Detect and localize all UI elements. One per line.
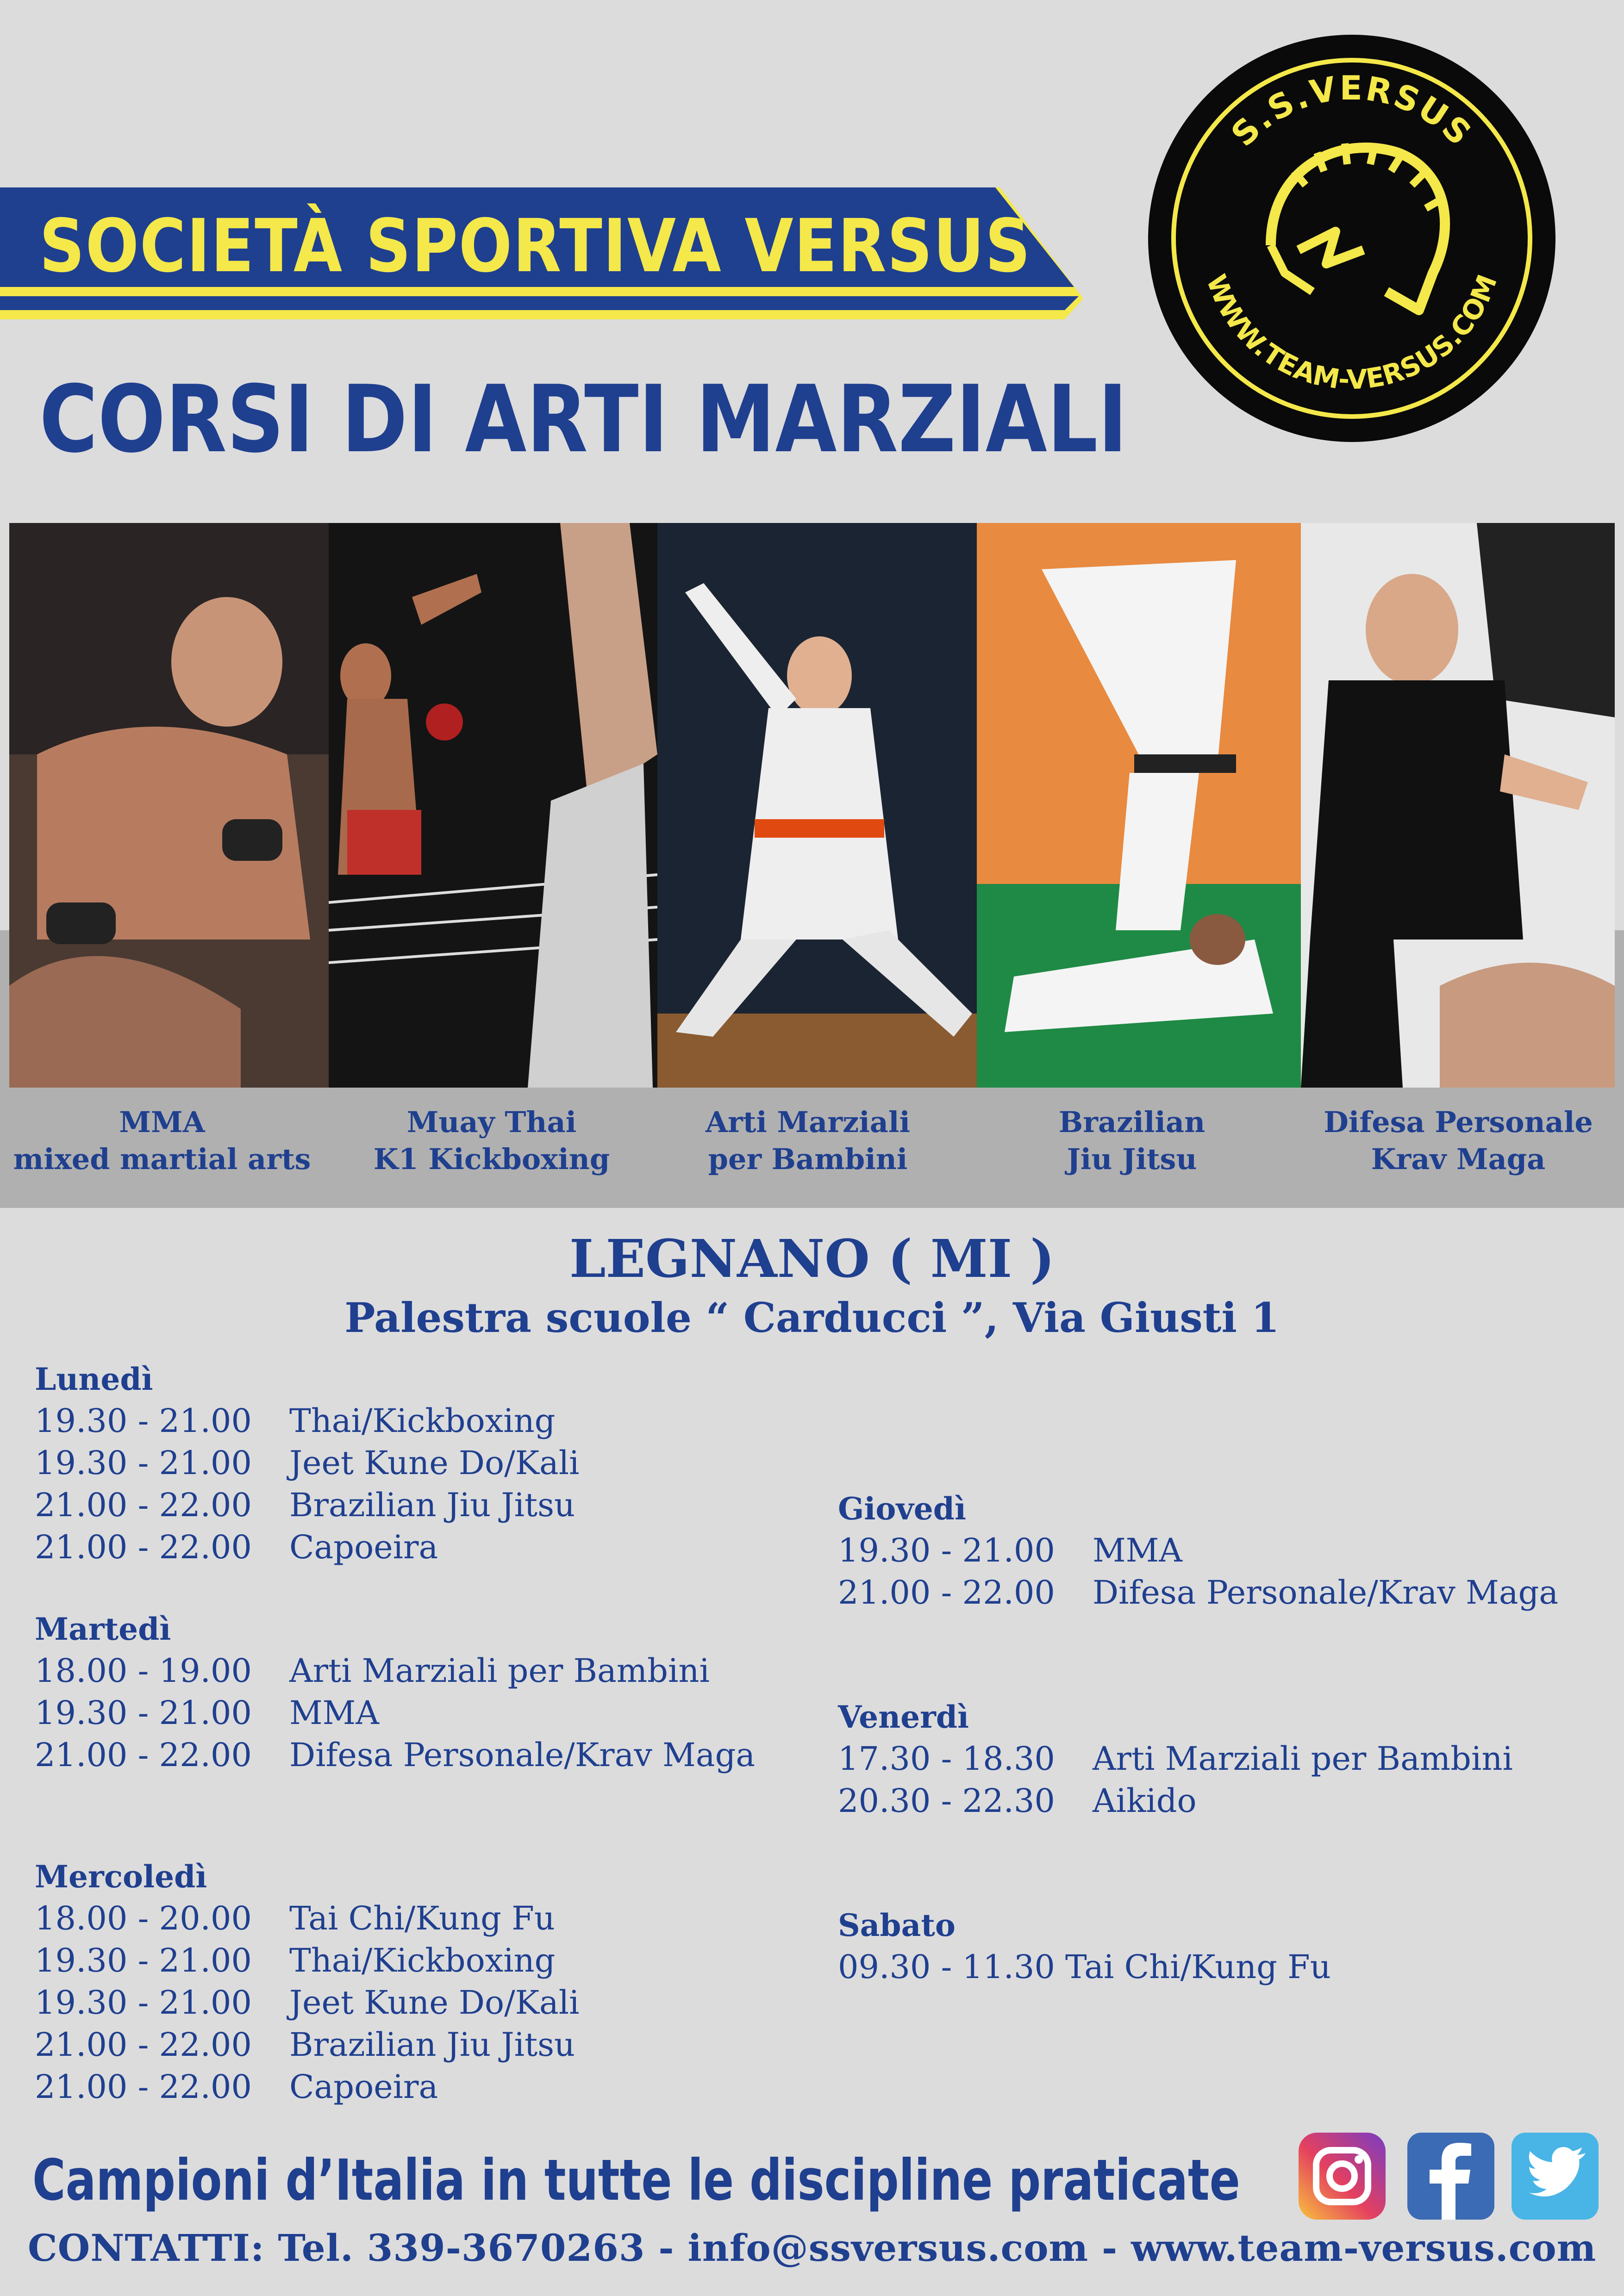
tagline: Campioni d’Italia in tutte le discipline praticate xyxy=(32,2147,1240,2213)
venue-address: Palestra scuole “ Carducci ”, Via Giusti 1 xyxy=(344,1294,1280,1342)
discipline-photos xyxy=(9,523,1615,1088)
caption-line: Arti Marziali xyxy=(705,1105,911,1139)
slot-course: Difesa Personale/Krav Maga xyxy=(289,1736,756,1774)
slot-time: 18.00 - 19.00 xyxy=(35,1652,252,1690)
day-heading: Sabato xyxy=(838,1907,956,1943)
day-heading: Giovedì xyxy=(838,1491,967,1527)
slot-course: Jeet Kune Do/Kali xyxy=(289,1444,580,1482)
schedule-row xyxy=(838,1738,1513,1780)
schedule-thursday xyxy=(838,1488,1558,1614)
slot-course: Capoeira xyxy=(289,1528,438,1566)
schedule-row xyxy=(35,1692,755,1734)
schedule-monday xyxy=(35,1358,580,1568)
slot-time: 21.00 - 22.00 xyxy=(35,2068,252,2106)
slot-course: Arti Marziali per Bambini xyxy=(289,1652,710,1690)
page-title: CORSI DI ARTI MARZIALI xyxy=(39,366,1128,473)
slot-time: 19.30 - 21.00 xyxy=(35,1984,252,2022)
krav-maga-photo xyxy=(1301,523,1615,1088)
slot-time: 20.30 - 22.30 xyxy=(838,1782,1055,1820)
mma-photo xyxy=(9,523,329,1088)
schedule-row xyxy=(35,1734,755,1776)
slot-time: 18.00 - 20.00 xyxy=(35,1899,252,1937)
slot-course: Jeet Kune Do/Kali xyxy=(289,1984,580,2022)
day-heading: Mercoledì xyxy=(35,1859,207,1895)
kids-karate-photo xyxy=(657,523,977,1088)
caption-line: Brazilian xyxy=(1058,1105,1206,1139)
schedule-row xyxy=(35,1400,580,1442)
slot-time: 17.30 - 18.30 xyxy=(838,1740,1055,1778)
caption-line: per Bambini xyxy=(708,1142,908,1176)
caption-bjj xyxy=(970,1104,1294,1178)
slot-course: Tai Chi/Kung Fu xyxy=(289,1899,555,1937)
discipline-captions xyxy=(0,1104,1624,1196)
club-logo xyxy=(1146,32,1558,444)
logo-bottom-text: WWW.TEAM-VERSUS.COM xyxy=(1200,270,1504,396)
schedule-row xyxy=(35,1982,580,2024)
schedule-row xyxy=(838,1780,1513,1822)
caption-line: mixed martial arts xyxy=(13,1142,311,1176)
facebook-icon[interactable] xyxy=(1407,2133,1494,2220)
slot-time: 19.30 - 21.00 xyxy=(838,1531,1055,1569)
slot-time: 19.30 - 21.00 xyxy=(35,1402,252,1440)
instagram-icon[interactable] xyxy=(1299,2133,1386,2220)
slot-time: 19.30 - 21.00 xyxy=(35,1444,252,1482)
schedule-saturday xyxy=(838,1904,1331,1988)
caption-line: Difesa Personale xyxy=(1324,1105,1593,1139)
schedule-row xyxy=(838,1572,1558,1614)
caption-line: MMA xyxy=(119,1105,205,1139)
caption-kids xyxy=(646,1104,970,1178)
slot-course: MMA xyxy=(289,1694,379,1732)
slot-time: 21.00 - 22.00 xyxy=(838,1574,1055,1612)
caption-line: Krav Maga xyxy=(1371,1142,1546,1176)
slot-time: 19.30 - 21.00 xyxy=(35,1941,252,1979)
caption-line: Muay Thai xyxy=(406,1105,577,1139)
caption-line: K1 Kickboxing xyxy=(373,1142,610,1176)
caption-muay-thai xyxy=(330,1104,654,1178)
caption-mma xyxy=(0,1104,324,1178)
caption-line: Jiu Jitsu xyxy=(1067,1142,1197,1176)
schedule-wednesday xyxy=(35,1856,580,2108)
schedule-row xyxy=(35,1940,580,1982)
slot-course: Thai/Kickboxing xyxy=(289,1941,556,1979)
schedule-row xyxy=(35,2024,580,2066)
slot-time: 19.30 - 21.00 xyxy=(35,1694,252,1732)
slot-course: Arti Marziali per Bambini xyxy=(1093,1740,1513,1778)
city-heading: LEGNANO ( MI ) xyxy=(569,1229,1055,1289)
slot-time: 21.00 - 22.00 xyxy=(35,1528,252,1566)
twitter-icon[interactable] xyxy=(1512,2133,1599,2220)
logo-top-text: S.S.VERSUS xyxy=(1224,68,1480,154)
banner-title: SOCIETÀ SPORTIVA VERSUS xyxy=(39,204,1031,289)
slot-course: Tai Chi/Kung Fu xyxy=(1065,1948,1331,1986)
schedule-row xyxy=(35,1484,580,1526)
slot-time: 21.00 - 22.00 xyxy=(35,1486,252,1524)
slot-time: 21.00 - 22.00 xyxy=(35,1736,252,1774)
bjj-photo xyxy=(977,523,1301,1088)
muay-thai-photo xyxy=(329,523,657,1088)
slot-time: 09.30 - 11.30 xyxy=(838,1948,1055,1986)
caption-krav-maga xyxy=(1296,1104,1620,1178)
schedule-row xyxy=(35,1898,580,1940)
slot-course: Difesa Personale/Krav Maga xyxy=(1093,1574,1559,1612)
schedule-row xyxy=(35,1650,755,1692)
schedule-row xyxy=(35,1526,580,1568)
day-heading: Venerdì xyxy=(838,1699,969,1735)
slot-course: Brazilian Jiu Jitsu xyxy=(289,2026,575,2064)
day-heading: Martedì xyxy=(35,1611,171,1647)
schedule-tuesday xyxy=(35,1608,755,1776)
slot-time: 21.00 - 22.00 xyxy=(35,2026,252,2064)
schedule-row xyxy=(838,1946,1331,1988)
contacts-line: CONTATTI: Tel. 339-3670263 - info@ssversus.com - www.team-versus.com xyxy=(28,2226,1597,2270)
slot-course: Brazilian Jiu Jitsu xyxy=(289,1486,575,1524)
slot-course: Thai/Kickboxing xyxy=(289,1402,556,1440)
schedule-friday xyxy=(838,1696,1513,1822)
slot-course: Capoeira xyxy=(289,2068,438,2106)
schedule-row xyxy=(35,2066,580,2108)
slot-course: MMA xyxy=(1093,1531,1182,1569)
day-heading: Lunedì xyxy=(35,1361,153,1397)
schedule-row xyxy=(838,1530,1558,1572)
schedule-row xyxy=(35,1442,580,1484)
slot-course: Aikido xyxy=(1093,1782,1197,1820)
